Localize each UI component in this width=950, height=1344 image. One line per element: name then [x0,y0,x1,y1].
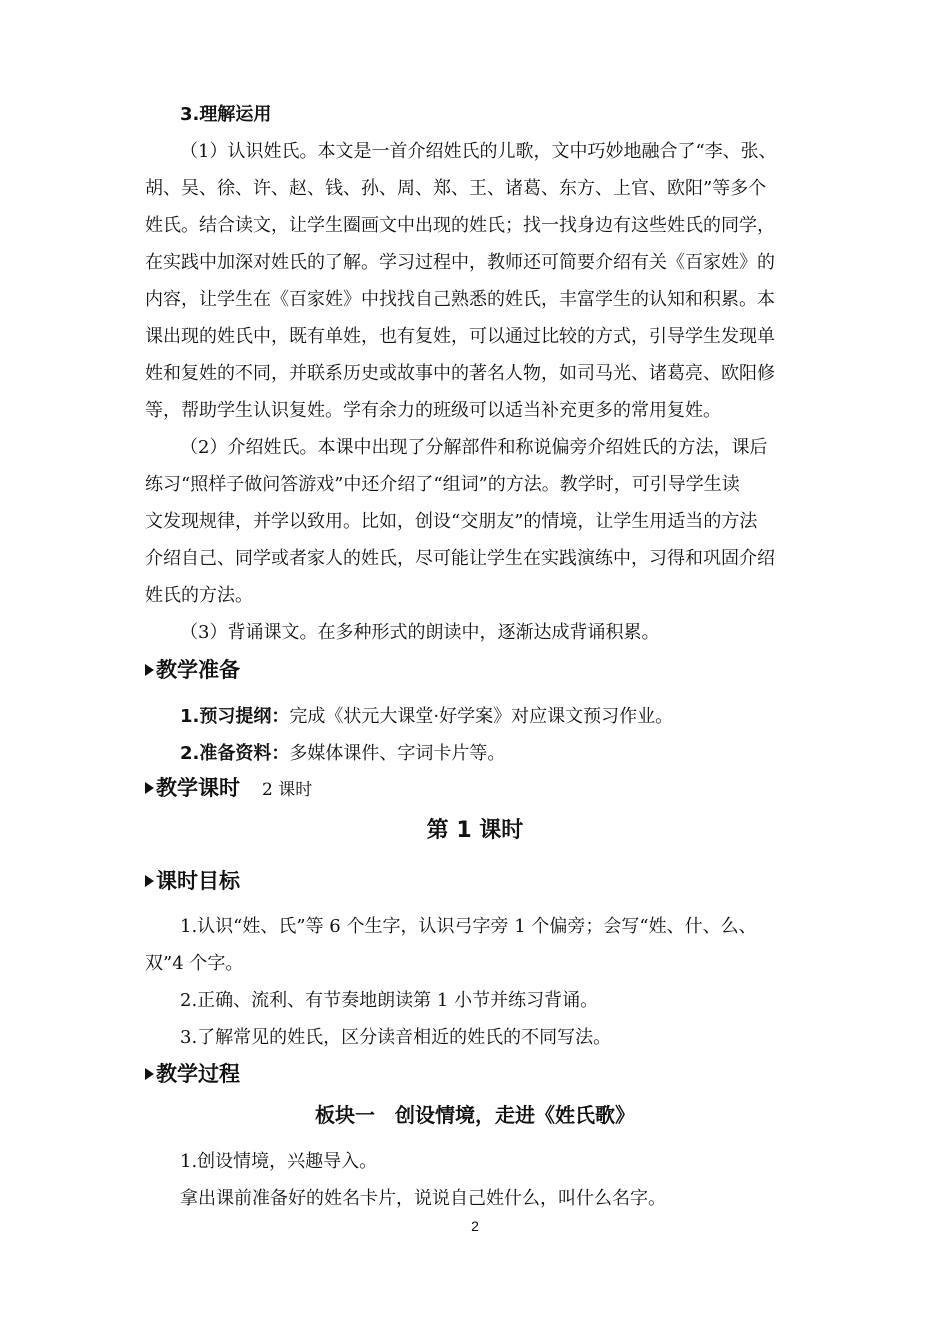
lesson-title: 第 1 课时 [426,818,524,843]
hours-heading-text: 教学课时 [156,776,240,800]
goal-1-line-1: 1.认识“姓、氏”等 6 个生字，认识弓字旁 1 个偏旁；会写“姓、什、么、 [180,916,757,937]
triangle-bullet-icon [145,875,154,887]
prep-item-1-label: 1.预习提纲： [180,706,290,727]
prep-item-1 [180,698,825,735]
triangle-bullet-icon [145,782,154,794]
para1-line: 内容，让学生在《百家姓》中找找自己熟悉的姓氏，丰富学生的认知和积累。本 [145,289,775,310]
goals-heading-text: 课时目标 [156,869,240,893]
prep-heading [145,655,240,685]
process-heading-text: 教学过程 [156,1062,240,1086]
prep-heading-text: 教学准备 [156,658,240,682]
triangle-bullet-icon [145,664,154,676]
page-number: 2 [471,1218,479,1234]
para1-line: 课出现的姓氏中，既有单姓，也有复姓，可以通过比较的方式，引导学生发现单 [145,326,775,347]
para1-line: 等，帮助学生认识复姓。学有余力的班级可以适当补充更多的常用复姓。 [145,400,721,421]
goal-2: 2.正确、流利、有节奏地朗读第 1 小节并练习背诵。 [180,990,599,1011]
para1-line: 姓和复姓的不同，并联系历史或故事中的著名人物，如司马光、诸葛亮、欧阳修 [145,363,775,384]
goal-1-line-2: 双”4 个字。 [145,953,244,974]
prep-item-2-label: 2.准备资料： [180,743,290,764]
para1-line: 胡、吴、徐、许、赵、钱、孙、周、郑、王、诸葛、东方、上官、欧阳”等多个 [145,178,767,199]
para2-line: 介绍自己、同学或者家人的姓氏，尽可能让学生在实践演练中，习得和巩固介绍 [145,548,775,569]
prep-item-1-text: 完成《状元大课堂·好学案》对应课文预习作业。 [289,706,674,727]
para1-line: 在实践中加深对姓氏的了解。学习过程中，教师还可简要介绍有关《百家姓》的 [145,252,775,273]
prep-item-2-text: 多媒体课件、字词卡片等。 [289,743,506,764]
para1-line: （1）认识姓氏。本文是一首介绍姓氏的儿歌，文中巧妙地融合了“李、张、 [180,141,777,162]
para2-line: 姓氏的方法。 [145,585,253,606]
goals-heading [145,866,240,896]
para2-line: 文发现规律，并学以致用。比如，创设“交朋友”的情境，让学生用适当的方法 [145,511,758,532]
para1-line: 姓氏。结合读文，让学生圈画文中出现的姓氏；找一找身边有这些姓氏的同学， [145,215,775,236]
para2-line: （2）介绍姓氏。本课中出现了分解部件和称说偏旁介绍姓氏的方法，课后 [180,437,768,458]
section3-heading: 3.理解运用 [180,104,272,125]
hours-heading [145,773,312,805]
goal-3: 3.了解常见的姓氏，区分读音相近的姓氏的不同写法。 [180,1027,612,1048]
step-1: 1.创设情境，兴趣导入。 [180,1151,378,1172]
triangle-bullet-icon [145,1068,154,1080]
step-1-text: 拿出课前准备好的姓名卡片，说说自己姓什么，叫什么名字。 [180,1188,666,1209]
para3: （3）背诵课文。在多种形式的朗读中，逐渐达成背诵积累。 [180,622,660,643]
prep-item-2 [180,735,825,772]
process-heading [145,1059,240,1089]
block-title: 板块一 创设情境，走进《姓氏歌》 [315,1103,635,1127]
para2-line: 练习“照样子做问答游戏”中还介绍了“组词”的方法。教学时，可引导学生读 [145,474,740,495]
hours-value: 2 课时 [262,780,313,800]
